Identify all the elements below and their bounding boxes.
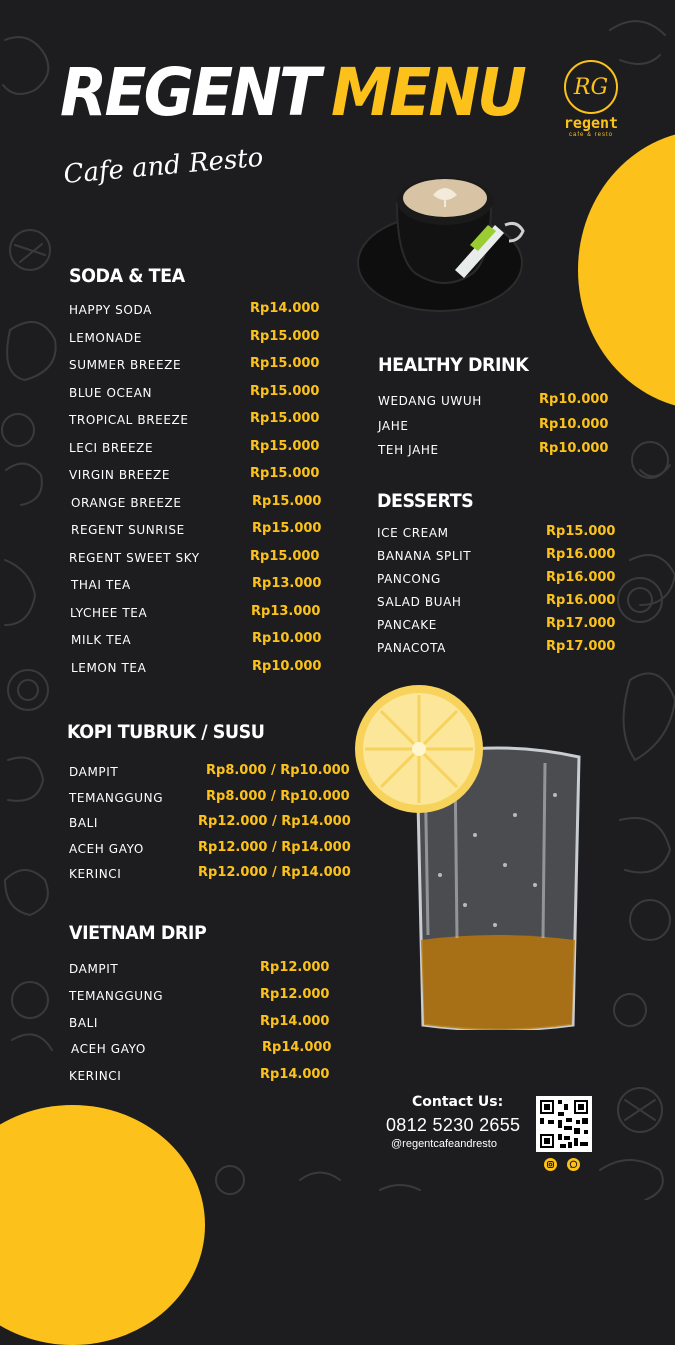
coffee-cup-image	[355, 165, 535, 330]
menu-item-price: Rp10.000	[539, 417, 609, 432]
menu-item-price: Rp12.000	[260, 987, 330, 1002]
menu-item-price: Rp12.000	[260, 960, 330, 975]
menu-item-name: VIRGIN BREEZE	[69, 468, 171, 482]
menu-item-price: Rp15.000	[250, 356, 320, 371]
menu-item-price: Rp15.000	[250, 549, 320, 564]
lemon-drink-image	[355, 685, 585, 1030]
menu-item-name: TEMANGGUNG	[69, 791, 164, 805]
menu-item-name: LEMON TEA	[71, 661, 147, 675]
subtitle: Cafe and Resto	[62, 142, 265, 190]
menu-item-price: Rp15.000	[250, 384, 320, 399]
menu-item-name: BANANA SPLIT	[377, 549, 472, 563]
menu-item-price: Rp15.000	[250, 439, 320, 454]
menu-item-price: Rp12.000 / Rp14.000	[198, 865, 351, 880]
menu-item-name: ACEH GAYO	[71, 1042, 146, 1056]
menu-item-name: JAHE	[378, 419, 409, 433]
logo-tagline: cafe & resto	[568, 132, 613, 138]
instagram-icon[interactable]	[544, 1158, 557, 1171]
menu-item-price: Rp12.000 / Rp14.000	[198, 814, 351, 829]
menu-item-name: BALI	[69, 816, 99, 830]
menu-item-price: Rp17.000	[546, 639, 616, 654]
menu-item-name: BLUE OCEAN	[69, 386, 153, 400]
menu-item-price: Rp17.000	[546, 616, 616, 631]
menu-item-price: Rp15.000	[252, 521, 322, 536]
contact-phone[interactable]: 0812 5230 2655	[386, 1115, 521, 1135]
menu-item-name: MILK TEA	[71, 633, 132, 647]
menu-item-name: PANACOTA	[377, 641, 446, 655]
brand-logo	[548, 60, 634, 138]
section-title-desserts: DESSERTS	[377, 490, 474, 512]
menu-item-name: LEMONADE	[69, 331, 142, 345]
menu-item-price: Rp10.000	[539, 392, 609, 407]
section-title-kopi-tubruk: KOPI TUBRUK / SUSU	[67, 721, 265, 743]
menu-item-price: Rp15.000	[546, 524, 616, 539]
menu-item-price: Rp16.000	[546, 570, 616, 585]
menu-item-price: Rp15.000	[250, 329, 320, 344]
menu-item-name: SALAD BUAH	[377, 595, 462, 609]
menu-item-name: TEMANGGUNG	[69, 989, 164, 1003]
menu-item-price: Rp14.000	[250, 301, 320, 316]
menu-item-price: Rp10.000	[252, 659, 322, 674]
menu-item-name: HAPPY SODA	[69, 303, 152, 317]
title-regent: REGENT	[60, 54, 319, 131]
menu-item-name: REGENT SUNRISE	[71, 523, 185, 537]
menu-title	[60, 54, 525, 131]
title-menu: MENU	[331, 54, 525, 131]
menu-item-name: BALI	[69, 1016, 99, 1030]
menu-item-name: DAMPIT	[69, 962, 119, 976]
menu-item-name: THAI TEA	[71, 578, 131, 592]
menu-item-price: Rp12.000 / Rp14.000	[198, 840, 351, 855]
menu-item-price: Rp13.000	[252, 576, 322, 591]
menu-item-price: Rp13.000	[251, 604, 321, 619]
menu-item-price: Rp16.000	[546, 593, 616, 608]
whatsapp-icon[interactable]	[567, 1158, 580, 1171]
menu-item-name: ACEH GAYO	[69, 842, 144, 856]
section-title-soda-tea: SODA & TEA	[69, 265, 185, 287]
menu-item-price: Rp15.000	[250, 466, 320, 481]
menu-item-price: Rp10.000	[539, 441, 609, 456]
menu-item-name: SUMMER BREEZE	[69, 358, 182, 372]
menu-item-price: Rp16.000	[546, 547, 616, 562]
logo-name: regent	[563, 114, 619, 132]
menu-item-name: KERINCI	[69, 867, 122, 881]
menu-item-name: PANCONG	[377, 572, 441, 586]
menu-item-name: PANCAKE	[377, 618, 437, 632]
menu-item-price: Rp14.000	[260, 1067, 330, 1082]
qr-code[interactable]	[536, 1096, 592, 1152]
logo-monogram: RG	[564, 60, 618, 114]
menu-item-price: Rp8.000 / Rp10.000	[206, 789, 350, 804]
contact-handle[interactable]: @regentcafeandresto	[391, 1138, 497, 1150]
menu-item-price: Rp15.000	[252, 494, 322, 509]
menu-item-name: WEDANG UWUH	[378, 394, 482, 408]
menu-item-price: Rp14.000	[262, 1040, 332, 1055]
menu-item-name: KERINCI	[69, 1069, 122, 1083]
menu-item-price: Rp10.000	[252, 631, 322, 646]
menu-item-name: REGENT SWEET SKY	[69, 551, 200, 565]
menu-item-price: Rp14.000	[260, 1014, 330, 1029]
menu-item-name: DAMPIT	[69, 765, 119, 779]
menu-item-price: Rp8.000 / Rp10.000	[206, 763, 350, 778]
menu-item-name: ICE CREAM	[377, 526, 449, 540]
menu-item-name: LYCHEE TEA	[70, 606, 148, 620]
section-title-healthy-drink: HEALTHY DRINK	[378, 354, 529, 376]
section-title-vietnam-drip: VIETNAM DRIP	[69, 922, 207, 944]
menu-item-name: TEH JAHE	[378, 443, 439, 457]
menu-item-name: LECI BREEZE	[69, 441, 154, 455]
menu-item-name: ORANGE BREEZE	[71, 496, 182, 510]
contact-title: Contact Us:	[412, 1094, 504, 1110]
menu-item-name: TROPICAL BREEZE	[69, 413, 189, 427]
menu-item-price: Rp15.000	[250, 411, 320, 426]
